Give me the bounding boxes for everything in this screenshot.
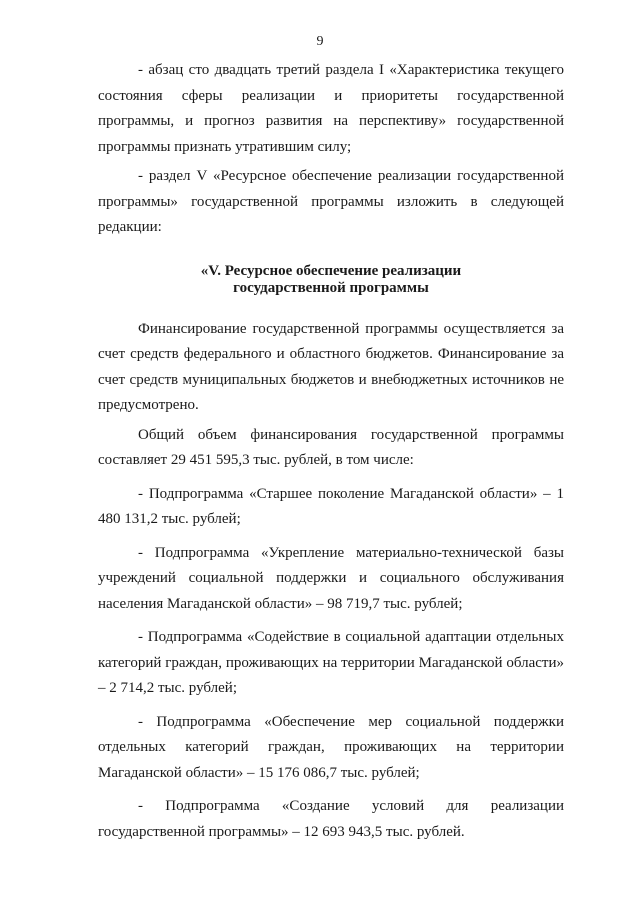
amendment-paragraph: - раздел V «Ресурсное обеспечение реализации государственной программы» государственной программы изложить в следующей редакции: xyxy=(98,168,564,235)
section-heading xyxy=(98,263,564,297)
amendment-paragraph: - абзац сто двадцать третий раздела I «Характеристика текущего состояния сферы реализации и приоритеты государственной программы, и прогноз развития на перспективу» государственной программы признать утратившим силу; xyxy=(98,62,564,155)
body-paragraph: Финансирование государственной программы осуществляется за счет средств федерального и областного бюджетов. Финансирование за счет средств муниципальных бюджетов и внебюджетных источников не предусмотрено. xyxy=(98,320,564,413)
document-body xyxy=(98,58,564,845)
section-heading-line: «V. Ресурсное обеспечение реализации xyxy=(200,262,462,279)
subprogram-item: - Подпрограмма «Укрепление материально-технической базы учреждений социальной поддержки и социального обслуживания населения Магаданской области» – 98 719,7 тыс. рублей; xyxy=(98,544,564,612)
page-number: 9 xyxy=(316,34,324,49)
subprogram-item: - Подпрограмма «Содействие в социальной адаптации отдельных категорий граждан, проживающих на территории Магаданской области» – 2 714,2 тыс. рублей; xyxy=(98,629,564,696)
subprogram-item: - Подпрограмма «Обеспечение мер социальной поддержки отдельных категорий граждан, проживающих на территории Магаданской области» – 15 176 086,7 тыс. рублей; xyxy=(98,713,564,781)
subprogram-item: - Подпрограмма «Старшее поколение Магаданской области» – 1 480 131,2 тыс. рублей; xyxy=(98,485,564,527)
subprogram-item: - Подпрограмма «Создание условий для реализации государственной программы» – 12 693 943,5 тыс. рублей. xyxy=(98,798,564,840)
body-paragraph: Общий объем финансирования государственной программы составляет 29 451 595,3 тыс. рублей, в том числе: xyxy=(98,426,564,468)
section-heading-line: государственной программы xyxy=(233,279,429,296)
